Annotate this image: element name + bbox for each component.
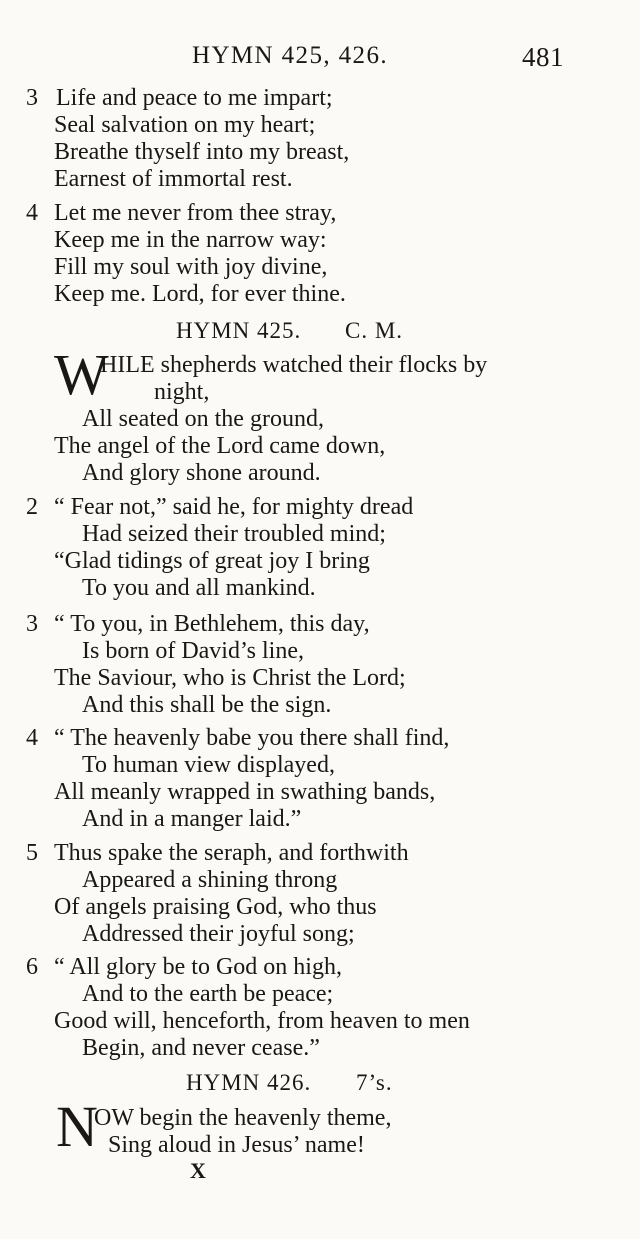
verse-line: “ The heavenly babe you there shall find, [54, 725, 450, 751]
verse-line: And to the earth be peace; [82, 981, 334, 1007]
verse-line: “ All glory be to God on high, [54, 954, 342, 980]
verse-line: The angel of the Lord came down, [54, 433, 386, 459]
hymn-426-title: HYMN 426. [186, 1070, 312, 1095]
verse-line: Good will, henceforth, from heaven to men [54, 1008, 470, 1034]
hymn-425-meter: C. M. [345, 318, 404, 343]
verse-line: And this shall be the sign. [82, 692, 332, 718]
verse-line: Thus spake the seraph, and forthwith [54, 840, 409, 866]
verse-line: Sing aloud in Jesus’ name! [108, 1132, 365, 1158]
verse-line: Is born of David’s line, [82, 638, 304, 664]
stanza-number: 3 [26, 611, 38, 637]
verse-line: OW begin the heavenly theme, [94, 1105, 392, 1131]
verse-line: night, [154, 379, 210, 405]
running-header [0, 40, 640, 80]
verse-line: “ Fear not,” said he, for mighty dread [54, 494, 414, 520]
verse-line: Breathe thyself into my breast, [54, 139, 350, 165]
verse-line: “Glad tidings of great joy I bring [54, 548, 370, 574]
verse-line: Life and peace to me impart; [56, 85, 333, 111]
verse-line: Of angels praising God, who thus [54, 894, 377, 920]
verse-line: HILE shepherds watched their flocks by [100, 352, 488, 378]
stanza-number: 2 [26, 494, 38, 520]
verse-line: To you and all mankind. [82, 575, 316, 601]
stanza-number: 6 [26, 954, 38, 980]
verse-line: And glory shone around. [82, 460, 321, 486]
verse-line: And in a manger laid.” [82, 806, 302, 832]
verse-line: Earnest of immortal rest. [54, 166, 293, 192]
verse-line: Keep me. Lord, for ever thine. [54, 281, 346, 307]
verse-line: Fill my soul with joy divine, [54, 254, 328, 280]
hymn-426-dropcap: N [56, 1094, 98, 1159]
hymn-425-dropcap: W [54, 342, 109, 407]
stanza-number: 4 [26, 725, 38, 751]
verse-line: “ To you, in Bethlehem, this day, [54, 611, 370, 637]
verse-line: Let me never from thee stray, [54, 200, 337, 226]
stanza-number: 4 [26, 200, 38, 226]
stanza-number: 3 [26, 85, 38, 111]
hymn-426-meter: 7’s. [356, 1070, 393, 1095]
verse-line: All seated on the ground, [82, 406, 324, 432]
verse-line: Had seized their troubled mind; [82, 521, 386, 547]
verse-line: To human view displayed, [82, 752, 335, 778]
verse-line: Appeared a shining throng [82, 867, 338, 893]
page-number: 481 [522, 42, 564, 72]
signature-mark: X [190, 1158, 206, 1183]
stanza-number: 5 [26, 840, 38, 866]
running-header-title: HYMN 425, 426. [192, 42, 388, 69]
verse-line: All meanly wrapped in swathing bands, [54, 779, 436, 805]
verse-line: Begin, and never cease.” [82, 1035, 320, 1061]
verse-line: Keep me in the narrow way: [54, 227, 327, 253]
verse-line: Seal salvation on my heart; [54, 112, 316, 138]
verse-line: The Saviour, who is Christ the Lord; [54, 665, 406, 691]
verse-line: Addressed their joyful song; [82, 921, 355, 947]
hymn-425-title: HYMN 425. [176, 318, 302, 343]
